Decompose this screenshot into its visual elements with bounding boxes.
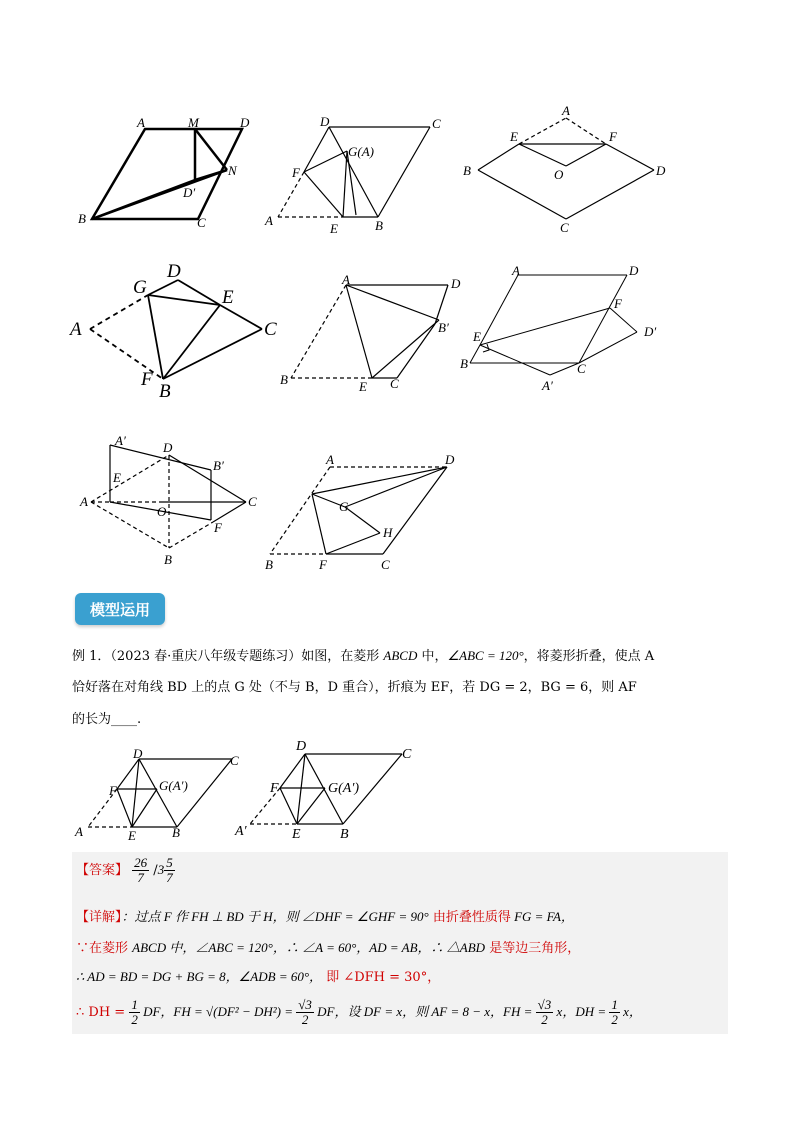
figure-3 xyxy=(460,100,680,240)
example-line-2: 恰好落在对角线 BD 上的点 G 处（不与 B，D 重合），折痕为 EF，若 DG = 2，BG = 6，则 AF xyxy=(72,680,637,695)
label-D: D xyxy=(240,115,250,130)
label-A: A xyxy=(512,263,520,278)
half-denominator-2: 2 xyxy=(611,1012,618,1027)
answer-mixed-fraction xyxy=(164,856,175,885)
figure-5 xyxy=(275,270,475,400)
detail-line-4-a: ∴ DH = xyxy=(76,1005,130,1020)
label-C: C xyxy=(390,376,399,391)
example-line-1-suffix: ，将菱形折叠，使点 A xyxy=(523,649,655,664)
example-angle: ∠ABC = 120° xyxy=(447,648,524,663)
label-N: N xyxy=(228,163,237,178)
detail-line-4 xyxy=(76,998,642,1027)
detail-line-2-c: 中，∠ABC = 120°，∴ ∠A = 60°，AD = AB，∴ △ABD xyxy=(166,940,486,955)
label-D: D xyxy=(167,261,181,282)
label-F: F xyxy=(319,557,327,572)
detail-line-1-c: FG = FA， xyxy=(510,909,574,924)
detail-line-4-f: x， xyxy=(619,1004,642,1019)
label-B: B xyxy=(172,825,180,840)
figure-1-svg xyxy=(70,110,270,230)
detail-line-4-c: DF， xyxy=(313,1004,348,1019)
label-GA: G(A′) xyxy=(159,778,188,793)
example-abcd: ABCD xyxy=(383,648,418,663)
example-figure-b xyxy=(230,730,430,845)
label-B: B xyxy=(280,372,288,387)
label-C: C xyxy=(577,361,586,376)
label-D: D xyxy=(656,163,666,178)
label-E: E xyxy=(222,287,234,308)
label-GA: G(A′) xyxy=(328,781,360,796)
figure-8-svg xyxy=(255,445,475,575)
label-Aprime: A′ xyxy=(235,824,247,839)
answer-line xyxy=(76,856,175,885)
label-A: A xyxy=(80,494,88,509)
label-E: E xyxy=(330,221,338,236)
label-O: O xyxy=(157,504,167,519)
label-A: A xyxy=(75,824,83,839)
label-B: B xyxy=(463,163,471,178)
example-line-3: 的长为____. xyxy=(72,712,142,727)
figure-5-svg xyxy=(275,270,475,400)
figure-3-svg xyxy=(460,100,680,240)
detail-fraction-sqrt3-1 xyxy=(296,998,314,1027)
label-G: G xyxy=(133,277,147,298)
label-A: A xyxy=(265,213,273,228)
label-C: C xyxy=(197,215,206,230)
detail-fraction-half-2 xyxy=(609,998,620,1027)
figure-4 xyxy=(65,255,290,405)
figure-7 xyxy=(75,430,275,575)
label-M: M xyxy=(188,115,199,130)
example-line-1-prefix: 例 1．（2023 春·重庆八年级专题练习）如图，在菱形 xyxy=(72,649,384,664)
label-O: O xyxy=(554,167,564,182)
label-D: D xyxy=(296,739,307,754)
detail-line-1-a: ：过点 F 作 FH ⊥ BD 于 H，则 ∠DHF = ∠GHF = 90° xyxy=(121,909,429,924)
half-denominator: 2 xyxy=(131,1012,138,1027)
label-C: C xyxy=(402,747,412,762)
label-B: B xyxy=(340,827,349,842)
label-A: A xyxy=(137,115,145,130)
detail-line-3-a: ∴ AD = BD = DG + BG = 8，∠ADB = 60°， xyxy=(76,969,323,984)
label-E: E xyxy=(510,129,518,144)
label-B: B xyxy=(164,552,172,567)
detail-line-3 xyxy=(76,966,440,985)
figure-6-svg xyxy=(455,262,675,397)
sqrt3-numerator-2: √3 xyxy=(537,997,552,1012)
label-E: E xyxy=(292,827,301,842)
label-F: F xyxy=(214,520,222,535)
label-GA: G(A) xyxy=(348,144,374,159)
detail-line-3-b: 即 ∠DFH = 30°， xyxy=(326,970,441,985)
label-D: D xyxy=(320,114,330,129)
label-B: B xyxy=(375,218,383,233)
label-A: A xyxy=(342,272,350,287)
label-E: E xyxy=(113,470,121,485)
detail-line-1 xyxy=(76,906,574,925)
label-H: H xyxy=(383,525,393,540)
example-line-1 xyxy=(72,646,654,667)
label-C: C xyxy=(381,557,390,572)
label-Bprime: B′ xyxy=(213,458,224,473)
figure-2 xyxy=(260,115,460,240)
figure-4-svg xyxy=(65,255,290,405)
answer-fraction xyxy=(132,856,149,885)
figure-8 xyxy=(255,445,475,575)
label-C: C xyxy=(230,753,239,768)
detail-line-4-e: x，DH = xyxy=(553,1004,610,1019)
label-Dprime: D′ xyxy=(644,324,657,339)
answer-mixed-denominator: 7 xyxy=(166,870,173,885)
answer-mixed-numerator: 5 xyxy=(166,855,173,870)
sqrt3-denominator-2: 2 xyxy=(541,1012,548,1027)
detail-line-2-b: ABCD xyxy=(132,940,167,955)
sqrt3-numerator: √3 xyxy=(298,997,312,1012)
detail-label: 【详解】 xyxy=(76,910,122,925)
sqrt3-denominator: 2 xyxy=(301,1012,309,1027)
example-figure-a xyxy=(65,745,250,845)
detail-line-1-b: 由折叠性质得 xyxy=(432,910,511,925)
example-figure-b-svg xyxy=(230,730,430,845)
label-D: D xyxy=(451,276,461,291)
label-F: F xyxy=(270,781,279,796)
label-C: C xyxy=(432,116,441,131)
label-E: E xyxy=(473,329,481,344)
label-Aprime: A′ xyxy=(115,433,126,448)
label-C: C xyxy=(248,494,257,509)
label-A: A xyxy=(562,103,570,118)
detail-line-4-d: 设 DF = x，则 AF = 8 − x，FH = xyxy=(347,1004,536,1019)
label-D: D xyxy=(133,746,143,761)
detail-line-2 xyxy=(76,937,580,956)
label-B: B xyxy=(78,211,86,226)
figure-1 xyxy=(70,110,270,230)
detail-fraction-sqrt3-2 xyxy=(536,998,554,1027)
label-C: C xyxy=(264,319,277,340)
figure-7-svg xyxy=(75,430,275,575)
answer-fraction-denominator: 7 xyxy=(137,870,144,885)
label-A: A xyxy=(70,319,82,340)
label-D: D xyxy=(163,440,173,455)
label-D: D xyxy=(629,263,639,278)
label-E: E xyxy=(359,379,367,394)
label-C: C xyxy=(560,220,569,235)
figure-2-svg xyxy=(260,115,460,240)
answer-mixed-whole: 3 xyxy=(157,862,165,877)
label-E: E xyxy=(128,828,136,843)
label-F: F xyxy=(141,369,153,390)
detail-line-2-d: 是等边三角形， xyxy=(485,941,581,956)
label-F: F xyxy=(614,296,622,311)
label-F: F xyxy=(292,165,300,180)
example-figure-a-svg xyxy=(65,745,250,845)
label-F: F xyxy=(609,129,617,144)
section-title-badge: 模型运用 xyxy=(75,593,165,625)
answer-label: 【答案】 xyxy=(76,863,129,878)
detail-line-4-b: DF，FH = √(DF² − DH²) = xyxy=(139,1004,297,1019)
example-line-1-mid: 中， xyxy=(417,649,448,664)
answer-separator: / xyxy=(153,863,158,878)
detail-line-2-a: ∵在菱形 xyxy=(76,941,133,956)
label-Bprime: B′ xyxy=(438,320,449,335)
figure-6 xyxy=(455,262,675,397)
half-numerator: 1 xyxy=(131,997,138,1012)
label-A: A xyxy=(326,452,334,467)
label-B: B xyxy=(265,557,273,572)
half-numerator-2: 1 xyxy=(611,997,618,1012)
label-D: D xyxy=(445,452,455,467)
label-B: B xyxy=(460,356,468,371)
label-Aprime: A′ xyxy=(542,378,553,393)
label-F: F xyxy=(109,783,117,798)
label-G: G xyxy=(339,499,349,514)
label-B: B xyxy=(159,381,171,402)
detail-fraction-half-1 xyxy=(129,998,140,1027)
answer-fraction-numerator: 26 xyxy=(134,855,148,870)
label-Dprime: D′ xyxy=(183,185,196,200)
